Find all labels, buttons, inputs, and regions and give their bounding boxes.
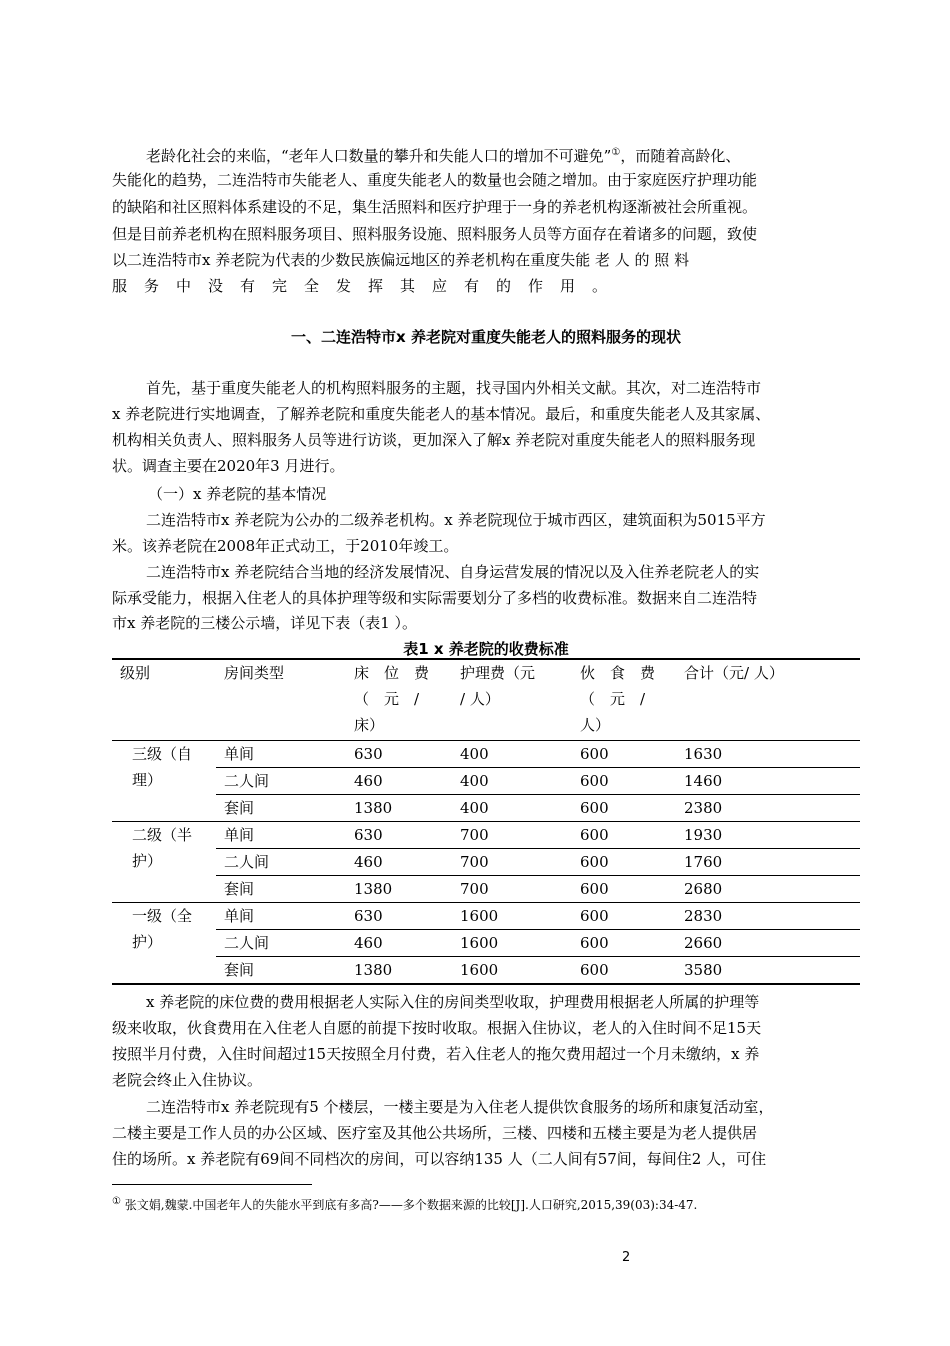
care-cell: 700 bbox=[452, 849, 572, 876]
intro-line-6: 服务中没有完全发挥其应有的作用。 bbox=[112, 277, 625, 295]
table-row bbox=[112, 957, 860, 985]
food-cell: 600 bbox=[572, 822, 676, 849]
level-cell: 一级（全 护） bbox=[112, 903, 216, 985]
table-row bbox=[112, 822, 860, 849]
header-room: 房间类型 bbox=[216, 659, 346, 741]
fee-rules-line-1: x 养老院的床位费的费用根据老人实际入住的房间类型收取，护理费用根据老人所属的护理等 bbox=[146, 993, 760, 1011]
bed-cell: 1380 bbox=[346, 957, 452, 985]
bed-cell: 460 bbox=[346, 849, 452, 876]
food-cell: 600 bbox=[572, 957, 676, 985]
bed-cell: 630 bbox=[346, 822, 452, 849]
room-cell: 单间 bbox=[216, 741, 346, 768]
care-cell: 700 bbox=[452, 822, 572, 849]
food-cell: 600 bbox=[572, 903, 676, 930]
intro-line-2: 失能化的趋势，二连浩特市失能老人、重度失能老人的数量也会随之增加。由于家庭医疗护理功能 bbox=[112, 171, 758, 189]
table-row bbox=[112, 849, 860, 876]
care-cell: 400 bbox=[452, 768, 572, 795]
room-cell: 二人间 bbox=[216, 849, 346, 876]
footnote-text: 张文娟,魏蒙.中国老年人的失能水平到底有多高?——多个数据来源的比较[J].人口研究,2015,39(03):34-47. bbox=[124, 1198, 698, 1212]
method-line-2: x 养老院进行实地调查，了解养老院和重度失能老人的基本情况。最后，和重度失能老人及其家属、 bbox=[112, 405, 771, 423]
basic-line-1: 二连浩特市x 养老院为公办的二级养老机构。x 养老院现位于城市西区，建筑面积为5015平方 bbox=[146, 511, 766, 529]
room-cell: 套间 bbox=[216, 795, 346, 822]
care-cell: 1600 bbox=[452, 903, 572, 930]
level-cell: 二级（半 护） bbox=[112, 822, 216, 903]
total-cell: 2660 bbox=[676, 930, 860, 957]
total-cell: 1760 bbox=[676, 849, 860, 876]
header-food: 伙 食 费 （ 元 / 人） bbox=[572, 659, 676, 741]
floors-line-1: 二连浩特市x 养老院现有5 个楼层，一楼主要是为入住老人提供饮食服务的场所和康复活动室， bbox=[146, 1098, 774, 1116]
bed-cell: 460 bbox=[346, 768, 452, 795]
table-row bbox=[112, 768, 860, 795]
total-cell: 1630 bbox=[676, 741, 860, 768]
method-line-1: 首先，基于重度失能老人的机构照料服务的主题，找寻国内外相关文献。其次，对二连浩特市 bbox=[146, 379, 762, 397]
care-cell: 700 bbox=[452, 876, 572, 903]
header-total: 合计（元/ 人） bbox=[676, 659, 860, 741]
food-cell: 600 bbox=[572, 741, 676, 768]
food-cell: 600 bbox=[572, 768, 676, 795]
header-care: 护理费（元 / 人） bbox=[452, 659, 572, 741]
table-caption: 表1 x 养老院的收费标准 bbox=[403, 640, 569, 658]
care-cell: 1600 bbox=[452, 957, 572, 985]
room-cell: 套间 bbox=[216, 957, 346, 985]
basic-line-2: 米。该养老院在2008年正式动工，于2010年竣工。 bbox=[112, 537, 459, 555]
bed-cell: 630 bbox=[346, 741, 452, 768]
table-row bbox=[112, 795, 860, 822]
footnote-mark: ① bbox=[112, 1196, 121, 1207]
care-cell: 1600 bbox=[452, 930, 572, 957]
table-row bbox=[112, 741, 860, 768]
total-cell: 1460 bbox=[676, 768, 860, 795]
page-number: 2 bbox=[622, 1250, 631, 1265]
fee-intro-line-3: 市x 养老院的三楼公示墙，详见下表（表1 ）。 bbox=[112, 614, 418, 632]
bed-cell: 1380 bbox=[346, 876, 452, 903]
room-cell: 二人间 bbox=[216, 768, 346, 795]
table-row bbox=[112, 903, 860, 930]
table-row bbox=[112, 930, 860, 957]
total-cell: 2830 bbox=[676, 903, 860, 930]
food-cell: 600 bbox=[572, 930, 676, 957]
footnote bbox=[112, 1196, 697, 1213]
footnote-ref[interactable]: ① bbox=[611, 147, 621, 158]
room-cell: 二人间 bbox=[216, 930, 346, 957]
table-header-row bbox=[112, 659, 860, 741]
room-cell: 单间 bbox=[216, 903, 346, 930]
total-cell: 2680 bbox=[676, 876, 860, 903]
header-level: 级别 bbox=[112, 659, 216, 741]
intro-line-5: 以二连浩特市x 养老院为代表的少数民族偏远地区的养老机构在重度失能 老 人 的 照 料 bbox=[112, 251, 690, 269]
fee-rules-line-3: 按照半月付费，入住时间超过15天按照全月付费，若入住老人的拖欠费用超过一个月未缴纳，x 养 bbox=[112, 1045, 760, 1063]
bed-cell: 460 bbox=[346, 930, 452, 957]
fee-rules-line-4: 老院会终止入住协议。 bbox=[112, 1071, 263, 1089]
food-cell: 600 bbox=[572, 795, 676, 822]
level-cell: 三级（自 理） bbox=[112, 741, 216, 822]
fee-intro-line-2: 际承受能力，根据入住老人的具体护理等级和实际需要划分了多档的收费标准。数据来自二连浩特 bbox=[112, 589, 758, 607]
method-line-3: 机构相关负责人、照料服务人员等进行访谈，更加深入了解x 养老院对重度失能老人的照料服务现 bbox=[112, 431, 756, 449]
intro-line-3: 的缺陷和社区照料体系建设的不足，集生活照料和医疗护理于一身的养老机构逐渐被社会所重视。 bbox=[112, 198, 758, 216]
floors-line-2: 二楼主要是工作人员的办公区域、医疗室及其他公共场所，三楼、四楼和五楼主要是为老人提供居 bbox=[112, 1124, 758, 1142]
fee-intro-line-1: 二连浩特市x 养老院结合当地的经济发展情况、自身运营发展的情况以及入住养老院老人的实 bbox=[146, 563, 760, 581]
subsection-title: （一）x 养老院的基本情况 bbox=[148, 485, 327, 503]
bed-cell: 1380 bbox=[346, 795, 452, 822]
total-cell: 3580 bbox=[676, 957, 860, 985]
table-row bbox=[112, 876, 860, 903]
intro-line-4: 但是目前养老机构在照料服务项目、照料服务设施、照料服务人员等方面存在着诸多的问题，致使 bbox=[112, 225, 758, 243]
total-cell: 2380 bbox=[676, 795, 860, 822]
care-cell: 400 bbox=[452, 741, 572, 768]
intro-line-1: 老龄化社会的来临，“老年人口数量的攀升和失能人口的增加不可避免”①，而随着高龄化、 bbox=[146, 147, 741, 165]
bed-cell: 630 bbox=[346, 903, 452, 930]
section-title: 一、二连浩特市x 养老院对重度失能老人的照料服务的现状 bbox=[291, 328, 681, 346]
total-cell: 1930 bbox=[676, 822, 860, 849]
fee-table bbox=[112, 658, 860, 985]
room-cell: 单间 bbox=[216, 822, 346, 849]
footnote-divider bbox=[112, 1184, 312, 1185]
header-bed: 床 位 费 （ 元 / 床） bbox=[346, 659, 452, 741]
food-cell: 600 bbox=[572, 876, 676, 903]
care-cell: 400 bbox=[452, 795, 572, 822]
room-cell: 套间 bbox=[216, 876, 346, 903]
food-cell: 600 bbox=[572, 849, 676, 876]
floors-line-3: 住的场所。x 养老院有69间不同档次的房间，可以容纳135 人（二人间有57间，每间住2 人，可住 bbox=[112, 1150, 767, 1168]
fee-rules-line-2: 级来收取，伙食费用在入住老人自愿的前提下按时收取。根据入住协议，老人的入住时间不足15天 bbox=[112, 1019, 762, 1037]
method-line-4: 状。调查主要在2020年3 月进行。 bbox=[112, 457, 345, 475]
